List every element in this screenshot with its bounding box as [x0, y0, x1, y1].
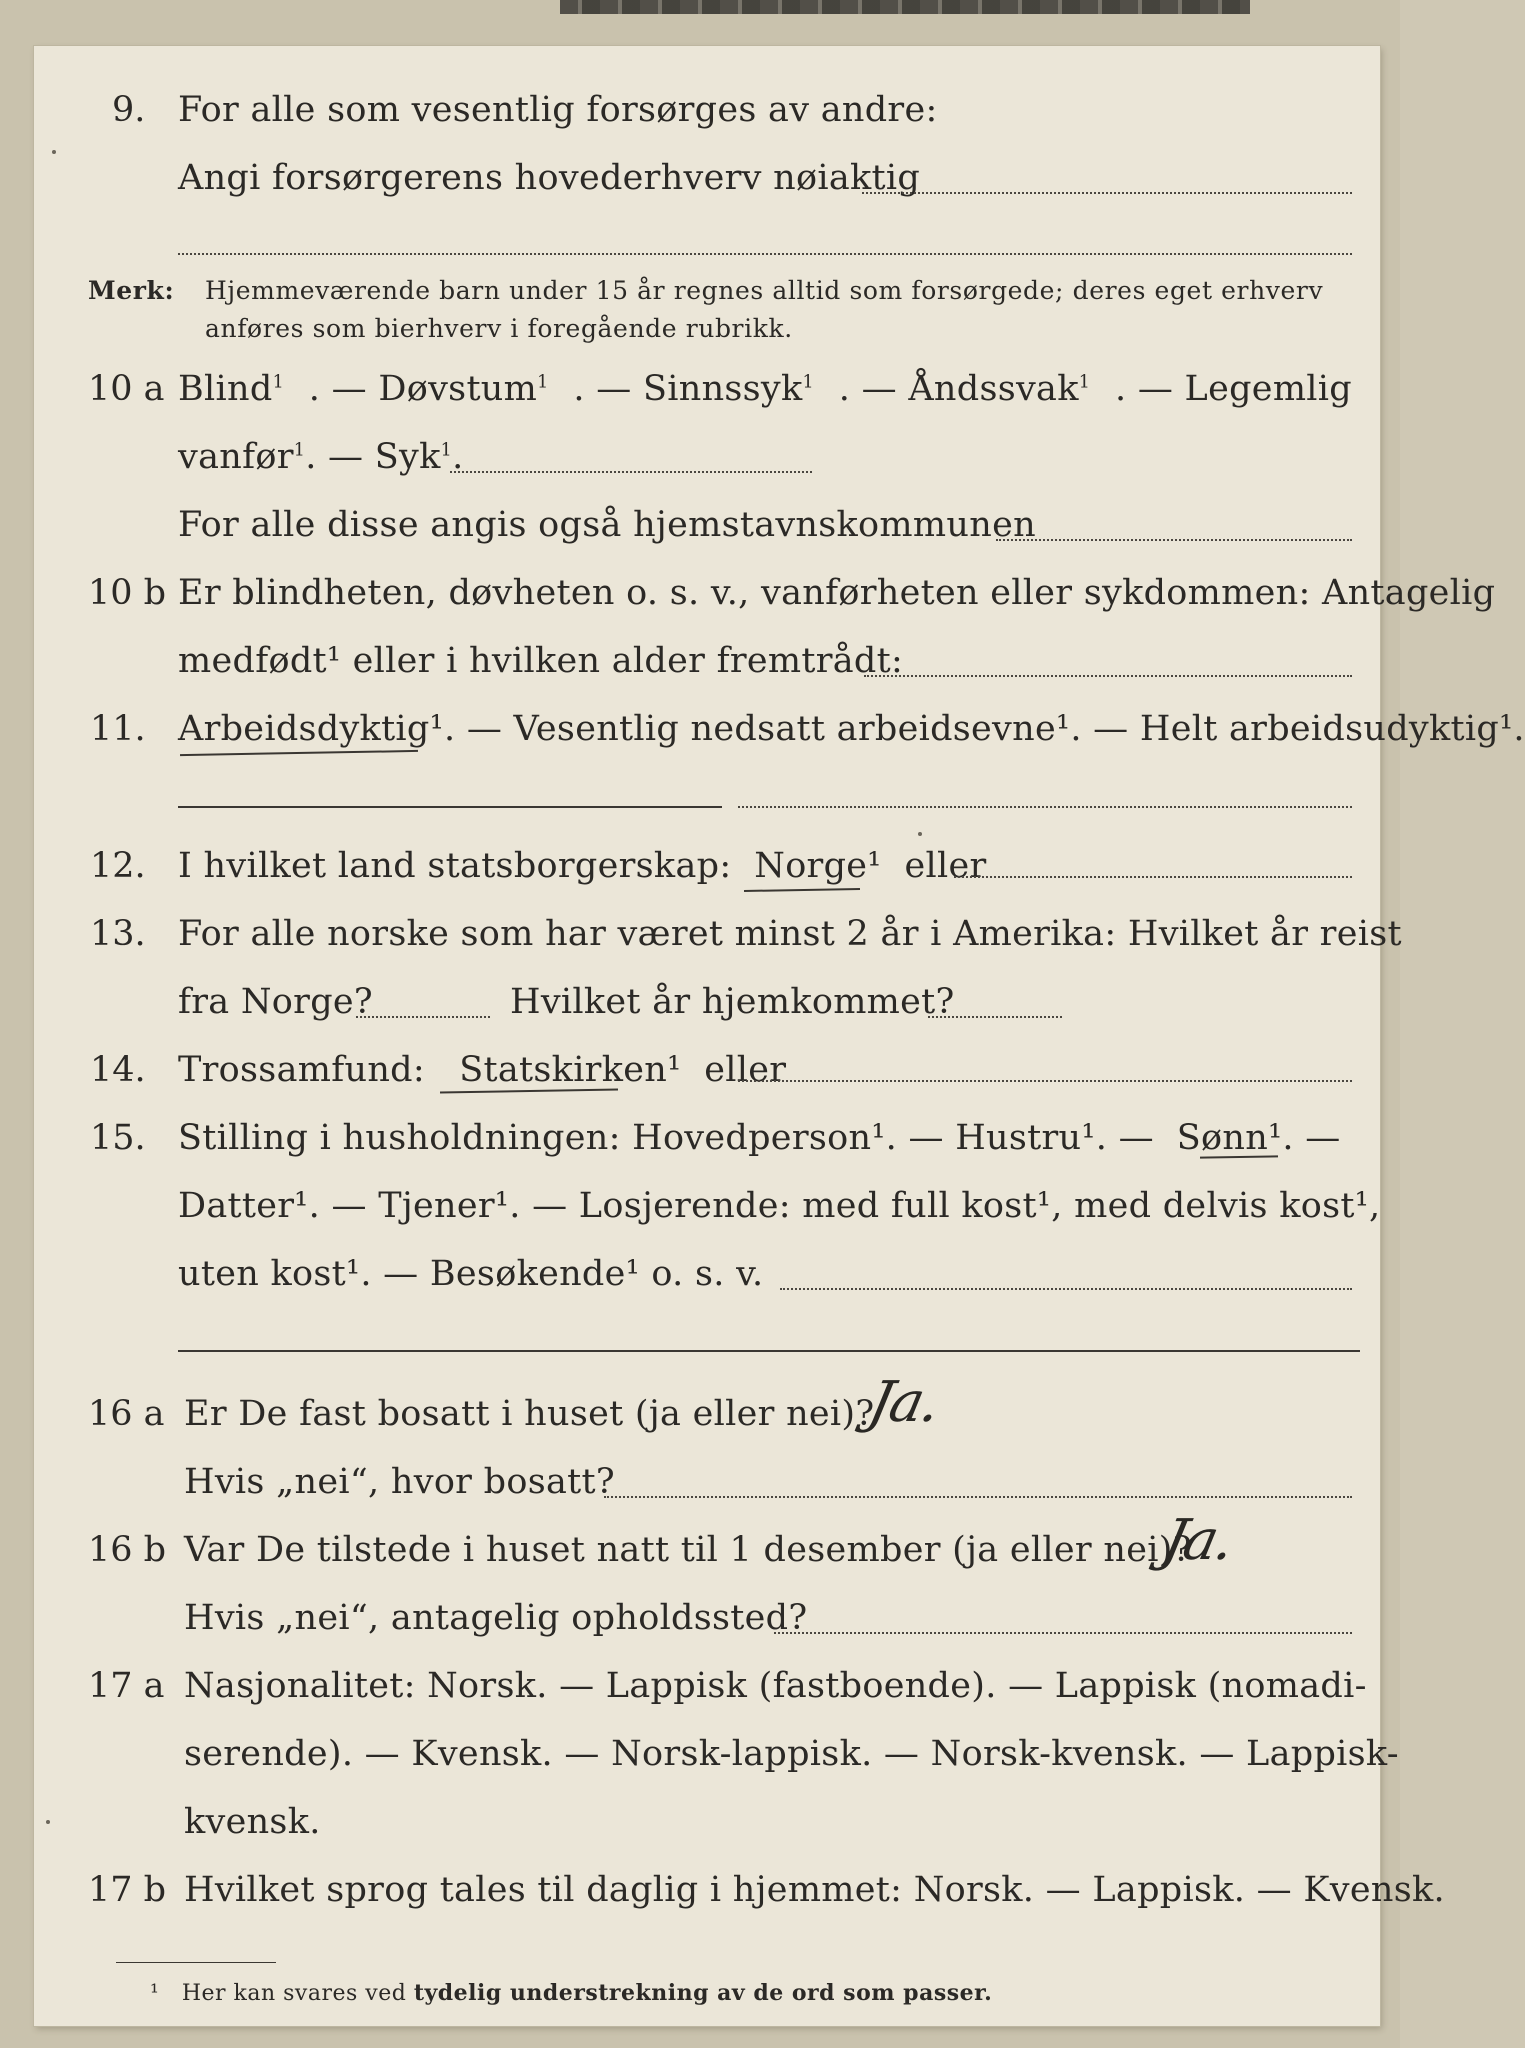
q17b-number: 17 b: [88, 1870, 167, 1910]
paper-speck: [918, 832, 922, 836]
q9-answer-field[interactable]: [862, 192, 1352, 194]
q10b-number: 10 b: [88, 573, 167, 613]
q10a-hjemstavn-field[interactable]: [996, 539, 1352, 541]
q14-statskirken-option[interactable]: Statskirken¹: [459, 1050, 682, 1090]
q16b-handwritten-answer[interactable]: Ja.: [1157, 1508, 1239, 1573]
q11-line: [178, 709, 1525, 749]
q12-answer-field[interactable]: [954, 876, 1352, 878]
q14-answer-field[interactable]: [738, 1080, 1352, 1082]
q13-reist-field[interactable]: [356, 1016, 490, 1018]
q16a-line1: Er De fast bosatt i huset (ja eller nei)?: [184, 1394, 875, 1434]
q10a-blind: Blind$^1$: [178, 369, 284, 409]
merk-line1: Hjemmeværende barn under 15 år regnes alltid som forsørgede; deres eget erhverv: [205, 276, 1324, 305]
q14-line: [178, 1050, 786, 1090]
q13-line2a: fra Norge?: [178, 982, 373, 1022]
q13-number: 13.: [90, 914, 146, 954]
q11-number: 11.: [90, 709, 146, 749]
q11-arbeidsdyktig[interactable]: Arbeidsdyktig¹.: [178, 709, 456, 749]
q14-eller: eller: [704, 1050, 787, 1090]
q17a-line1: Nasjonalitet: Norsk. — Lappisk (fastboende). — Lappisk (nomadi-: [184, 1666, 1367, 1706]
q10b-line2: medfødt¹ eller i hvilken alder fremtrådt:: [178, 641, 904, 681]
q10b-answer-field[interactable]: [864, 675, 1352, 677]
footnote-rule: [116, 1962, 276, 1963]
q15-line3: uten kost¹. — Besøkende¹ o. s. v.: [178, 1254, 764, 1294]
q9-answer-field-2[interactable]: [178, 253, 1352, 255]
q11-answer-rule: [178, 806, 722, 808]
q10a-line1: [178, 369, 1352, 409]
q9-line2: Angi forsørgerens hovederhverv nøiaktig: [178, 158, 921, 198]
q13-hjemkommet-field[interactable]: [928, 1016, 1062, 1018]
q16b-answer-field[interactable]: [774, 1632, 1352, 1634]
q15-sonn-option[interactable]: Sønn¹.: [1176, 1118, 1294, 1158]
q16a-handwritten-answer[interactable]: Ja.: [863, 1370, 945, 1435]
q11-other-options: — Vesentlig nedsatt arbeidsevne¹. — Helt arbeidsudyktig¹.: [466, 709, 1525, 749]
q15-line2: Datter¹. — Tjener¹. — Losjerende: med full kost¹, med delvis kost¹,: [178, 1186, 1381, 1226]
q15-number: 15.: [90, 1118, 146, 1158]
q10a-syk-field[interactable]: [450, 471, 812, 473]
footnote-mark: ¹: [150, 1981, 160, 2006]
q12-line: [178, 846, 987, 886]
q10a-dovstum: . — Døvstum$^1$: [308, 369, 549, 409]
q10a-legemlig: . — Legemlig: [1114, 369, 1352, 409]
footnote-text-a: Her kan svares ved: [181, 1981, 407, 2006]
q13-line1: For alle norske som har været minst 2 år i Amerika: Hvilket år reist: [178, 914, 1402, 954]
q12-number: 12.: [90, 846, 146, 886]
merk-label: Merk:: [88, 276, 175, 305]
q16a-line2: Hvis „nei“, hvor bosatt?: [184, 1462, 615, 1502]
q16a-answer-field[interactable]: [604, 1496, 1352, 1498]
q16a-number: 16 a: [88, 1394, 165, 1434]
q17a-line2: serende). — Kvensk. — Norsk-lappisk. — Norsk-kvensk. — Lappisk-: [184, 1734, 1399, 1774]
q9-line1: For alle som vesentlig forsørges av andre:: [178, 90, 938, 130]
q10a-sinnssyk: . — Sinnssyk$^1$: [573, 369, 814, 409]
q10b-line1: Er blindheten, døvheten o. s. v., vanførheten eller sykdommen: Antagelig: [178, 573, 1496, 613]
paper-speck: [46, 1820, 50, 1824]
q13-line2b: Hvilket år hjemkommet?: [510, 982, 955, 1022]
paper-speck: [52, 150, 56, 154]
q17b-line1: Hvilket sprog tales til daglig i hjemmet: Norsk. — Lappisk. — Kvensk.: [184, 1870, 1445, 1910]
q10a-line2: vanfør$^1$. — Syk$^1$.: [178, 437, 464, 477]
q11-answer-field[interactable]: [738, 806, 1352, 808]
q17a-number: 17 a: [88, 1666, 165, 1706]
q16b-line1: Var De tilstede i huset natt til 1 desember (ja eller nei)?: [184, 1530, 1192, 1570]
q9-number: 9.: [112, 90, 146, 130]
q15-line1: Stilling i husholdningen: Hovedperson¹. — Hustru¹. — Sønn¹. —: [178, 1118, 1341, 1158]
q12-eller: eller: [904, 846, 987, 886]
footnote-text-b: tydelig understrekning av de ord som passer.: [413, 1980, 993, 2006]
q15-answer-rule: [178, 1350, 1360, 1352]
q15-answer-field[interactable]: [780, 1288, 1352, 1290]
q16b-line2: Hvis „nei“, antagelig opholdssted?: [184, 1598, 808, 1638]
merk-line2: anføres som bierhverv i foregående rubrikk.: [205, 314, 793, 343]
q14-question: Trossamfund:: [178, 1050, 425, 1090]
q10a-number: 10 a: [88, 369, 165, 409]
binding-edge: [560, 0, 1250, 14]
census-form-sheet: [34, 46, 1380, 2026]
q12-norge-option[interactable]: Norge¹: [754, 846, 882, 886]
q16b-number: 16 b: [88, 1530, 167, 1570]
q14-number: 14.: [90, 1050, 146, 1090]
footnote: [150, 1980, 992, 2006]
q10a-andssvak: . — Åndssvak$^1$: [838, 369, 1091, 409]
q10a-line3: For alle disse angis også hjemstavnskommunen: [178, 505, 1036, 545]
q17a-line3: kvensk.: [184, 1802, 321, 1842]
q12-question: I hvilket land statsborgerskap:: [178, 846, 732, 886]
